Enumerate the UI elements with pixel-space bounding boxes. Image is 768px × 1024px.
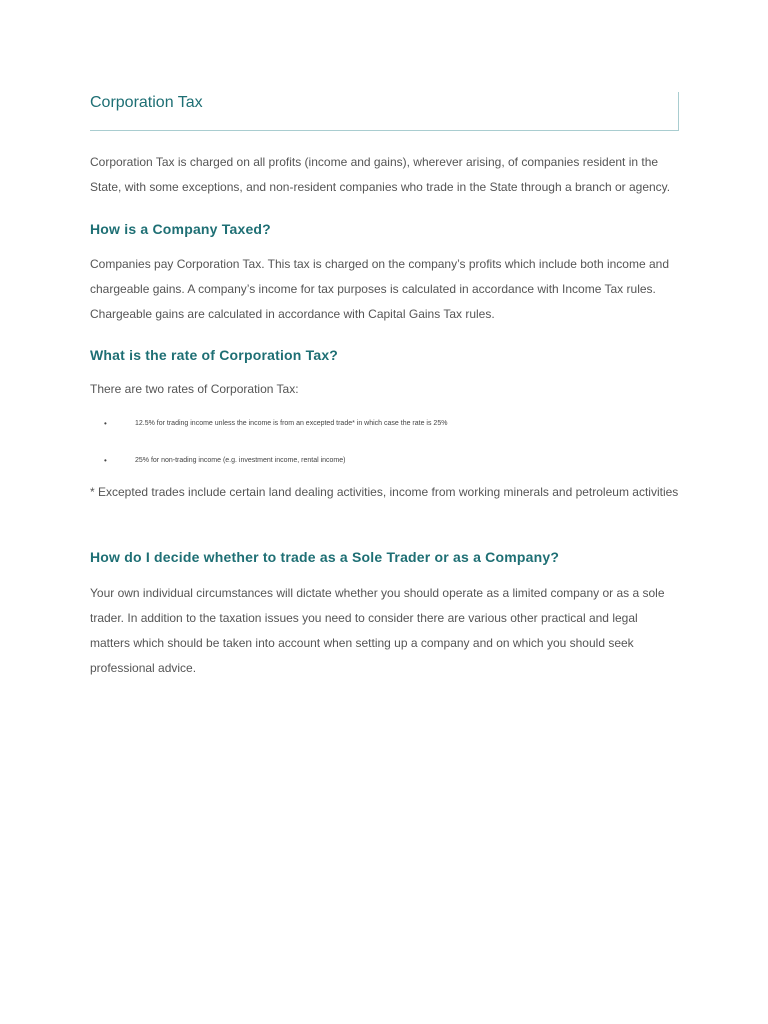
- page-title: Corporation Tax: [90, 94, 203, 111]
- rate-item-non-trading: 25% for non-trading income (e.g. investment income, rental income): [135, 457, 346, 464]
- list-item: [90, 451, 680, 471]
- section-heading-sole-trader: How do I decide whether to trade as a Sole Trader or as a Company?: [90, 549, 560, 565]
- section-heading-company-taxed: How is a Company Taxed?: [90, 221, 271, 237]
- section-body-tax-rate: There are two rates of Corporation Tax:: [90, 382, 299, 396]
- excepted-trades-footnote: * Excepted trades include certain land dealing activities, income from working minerals and petroleum activities: [90, 485, 679, 499]
- section-body-company-taxed: Companies pay Corporation Tax. This tax is charged on the company’s profits which include both income and chargeable gains. A company’s income for tax purposes is calculated in accordance with Income Tax rules. Chargeable gains are calculated in accordance with Capital Gains Tax rules.: [90, 257, 669, 321]
- list-item: [90, 414, 680, 434]
- rate-item-trading: 12.5% for trading income unless the income is from an excepted trade* in which case the rate is 25%: [135, 420, 448, 427]
- bullet-marker: •: [104, 456, 107, 465]
- intro-paragraph: Corporation Tax is charged on all profits (income and gains), wherever arising, of companies resident in the State, with some exceptions, and non-resident companies who trade in the State through a branch or agency.: [90, 155, 671, 194]
- bullet-marker: •: [104, 419, 107, 428]
- section-heading-tax-rate: What is the rate of Corporation Tax?: [90, 347, 339, 363]
- section-body-sole-trader: Your own individual circumstances will dictate whether you should operate as a limited company or as a sole trader. In addition to the taxation issues you need to consider there are various other practical and legal matters which should be taken into account when setting up a company and on which you should seek professional advice.: [90, 586, 665, 675]
- title-box: [90, 92, 679, 131]
